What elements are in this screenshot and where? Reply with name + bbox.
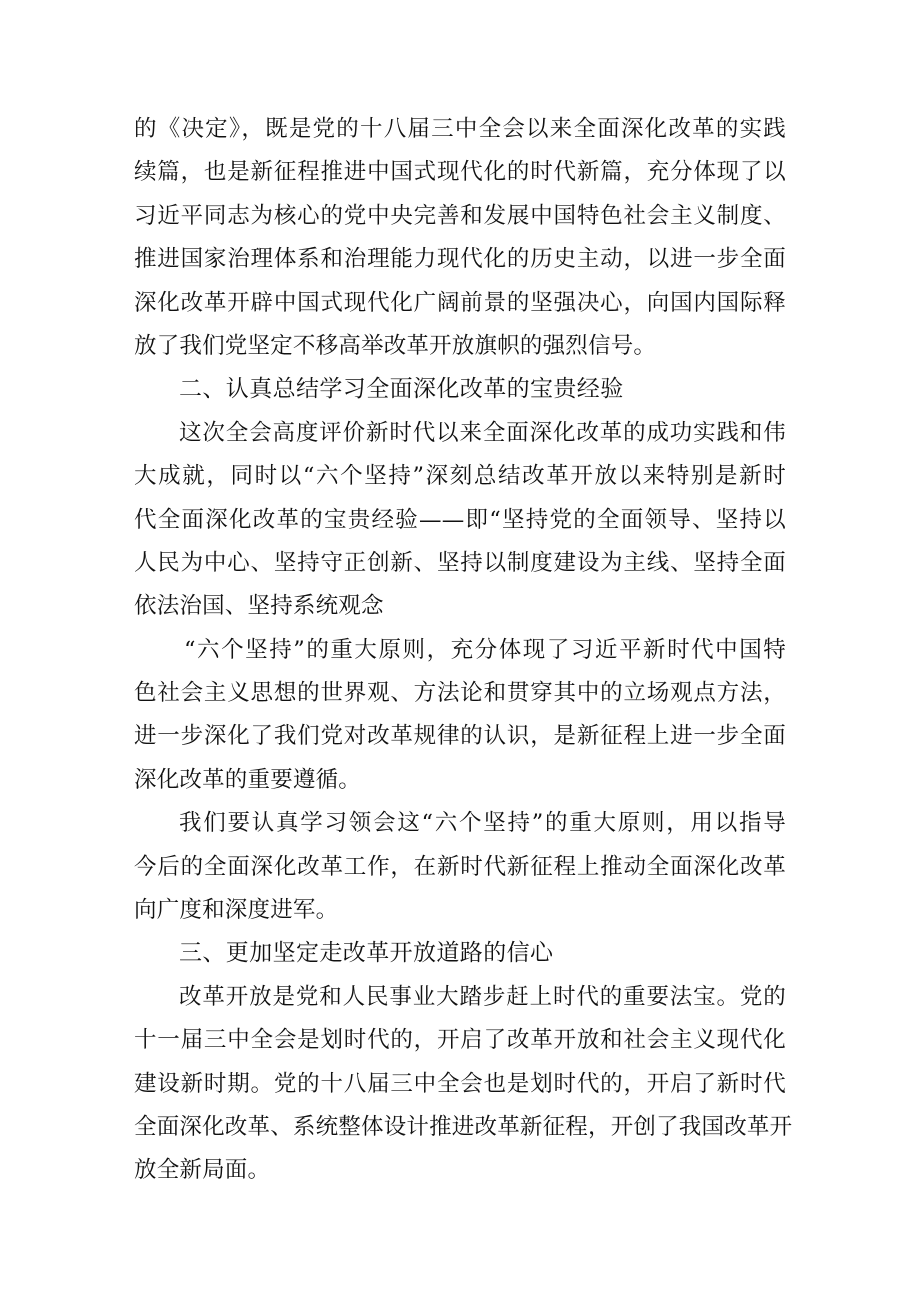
text-line: 这次全会高度评价新时代以来全面深化改革的成功实践和伟 <box>179 419 786 446</box>
text-line: 放全新局面。 <box>134 1157 271 1184</box>
text-line: 今后的全面深化改革工作，在新时代新征程上推动全面深化改革 <box>134 853 786 880</box>
text-line: 习近平同志为核心的党中央完善和发展中国特色社会主义制度、 <box>134 202 786 229</box>
section-heading-3: 三、更加坚定走改革开放道路的信心 <box>179 940 554 967</box>
text-line: “六个坚持”的重大原则，充分体现了习近平新时代中国特 <box>184 636 786 663</box>
document-page <box>134 108 793 1193</box>
paragraph-reform-opening <box>134 976 793 1193</box>
text-line: 十一届三中全会是划时代的，开启了改革开放和社会主义现代化 <box>134 1027 786 1054</box>
text-line: 改革开放是党和人民事业大踏步赶上时代的重要法宝。党的 <box>179 983 786 1010</box>
text-line: 建设新时期。党的十八届三中全会也是划时代的，开启了新时代 <box>134 1070 786 1097</box>
text-line: 放了我们党坚定不移高举改革开放旗帜的强烈信号。 <box>134 332 657 359</box>
text-line: 续篇，也是新征程推进中国式现代化的时代新篇，充分体现了以 <box>134 159 786 186</box>
text-line: 代全面深化改革的宝贵经验——即“坚持党的全面领导、坚持以 <box>134 506 786 533</box>
text-line: 的《决定》，既是党的十八届三中全会以来全面深化改革的实践 <box>134 116 786 142</box>
text-line: 进一步深化了我们党对改革规律的认识，是新征程上进一步全面 <box>134 723 786 750</box>
text-line: 我们要认真学习领会这“六个坚持”的重大原则，用以指导 <box>179 810 786 837</box>
text-line: 向广度和深度进军。 <box>134 897 339 924</box>
text-line: 色社会主义思想的世界观、方法论和贯穿其中的立场观点方法， <box>134 680 786 707</box>
text-line: 大成就，同时以“六个坚持”深刻总结改革开放以来特别是新时 <box>134 463 786 490</box>
paragraph-six-principles <box>134 629 786 803</box>
text-line: 推进国家治理体系和治理能力现代化的历史主动，以进一步全面 <box>134 246 786 273</box>
section-heading-2: 二、认真总结学习全面深化改革的宝贵经验 <box>179 376 624 403</box>
paragraph-plenum-evaluation <box>134 412 786 629</box>
text-line: 深化改革开辟中国式现代化广阔前景的坚强决心，向国内国际释 <box>134 289 786 316</box>
paragraph-study-principles <box>134 802 786 932</box>
text-line: 深化改革的重要遵循。 <box>134 766 362 793</box>
text-line: 人民为中心、坚持守正创新、坚持以制度建设为主线、坚持全面 <box>134 549 786 576</box>
text-line: 依法治国、坚持系统观念 <box>134 593 384 620</box>
paragraph-decision-significance <box>134 108 786 368</box>
text-line: 全面深化改革、系统整体设计推进改革新征程，开创了我国改革开 <box>134 1113 793 1140</box>
